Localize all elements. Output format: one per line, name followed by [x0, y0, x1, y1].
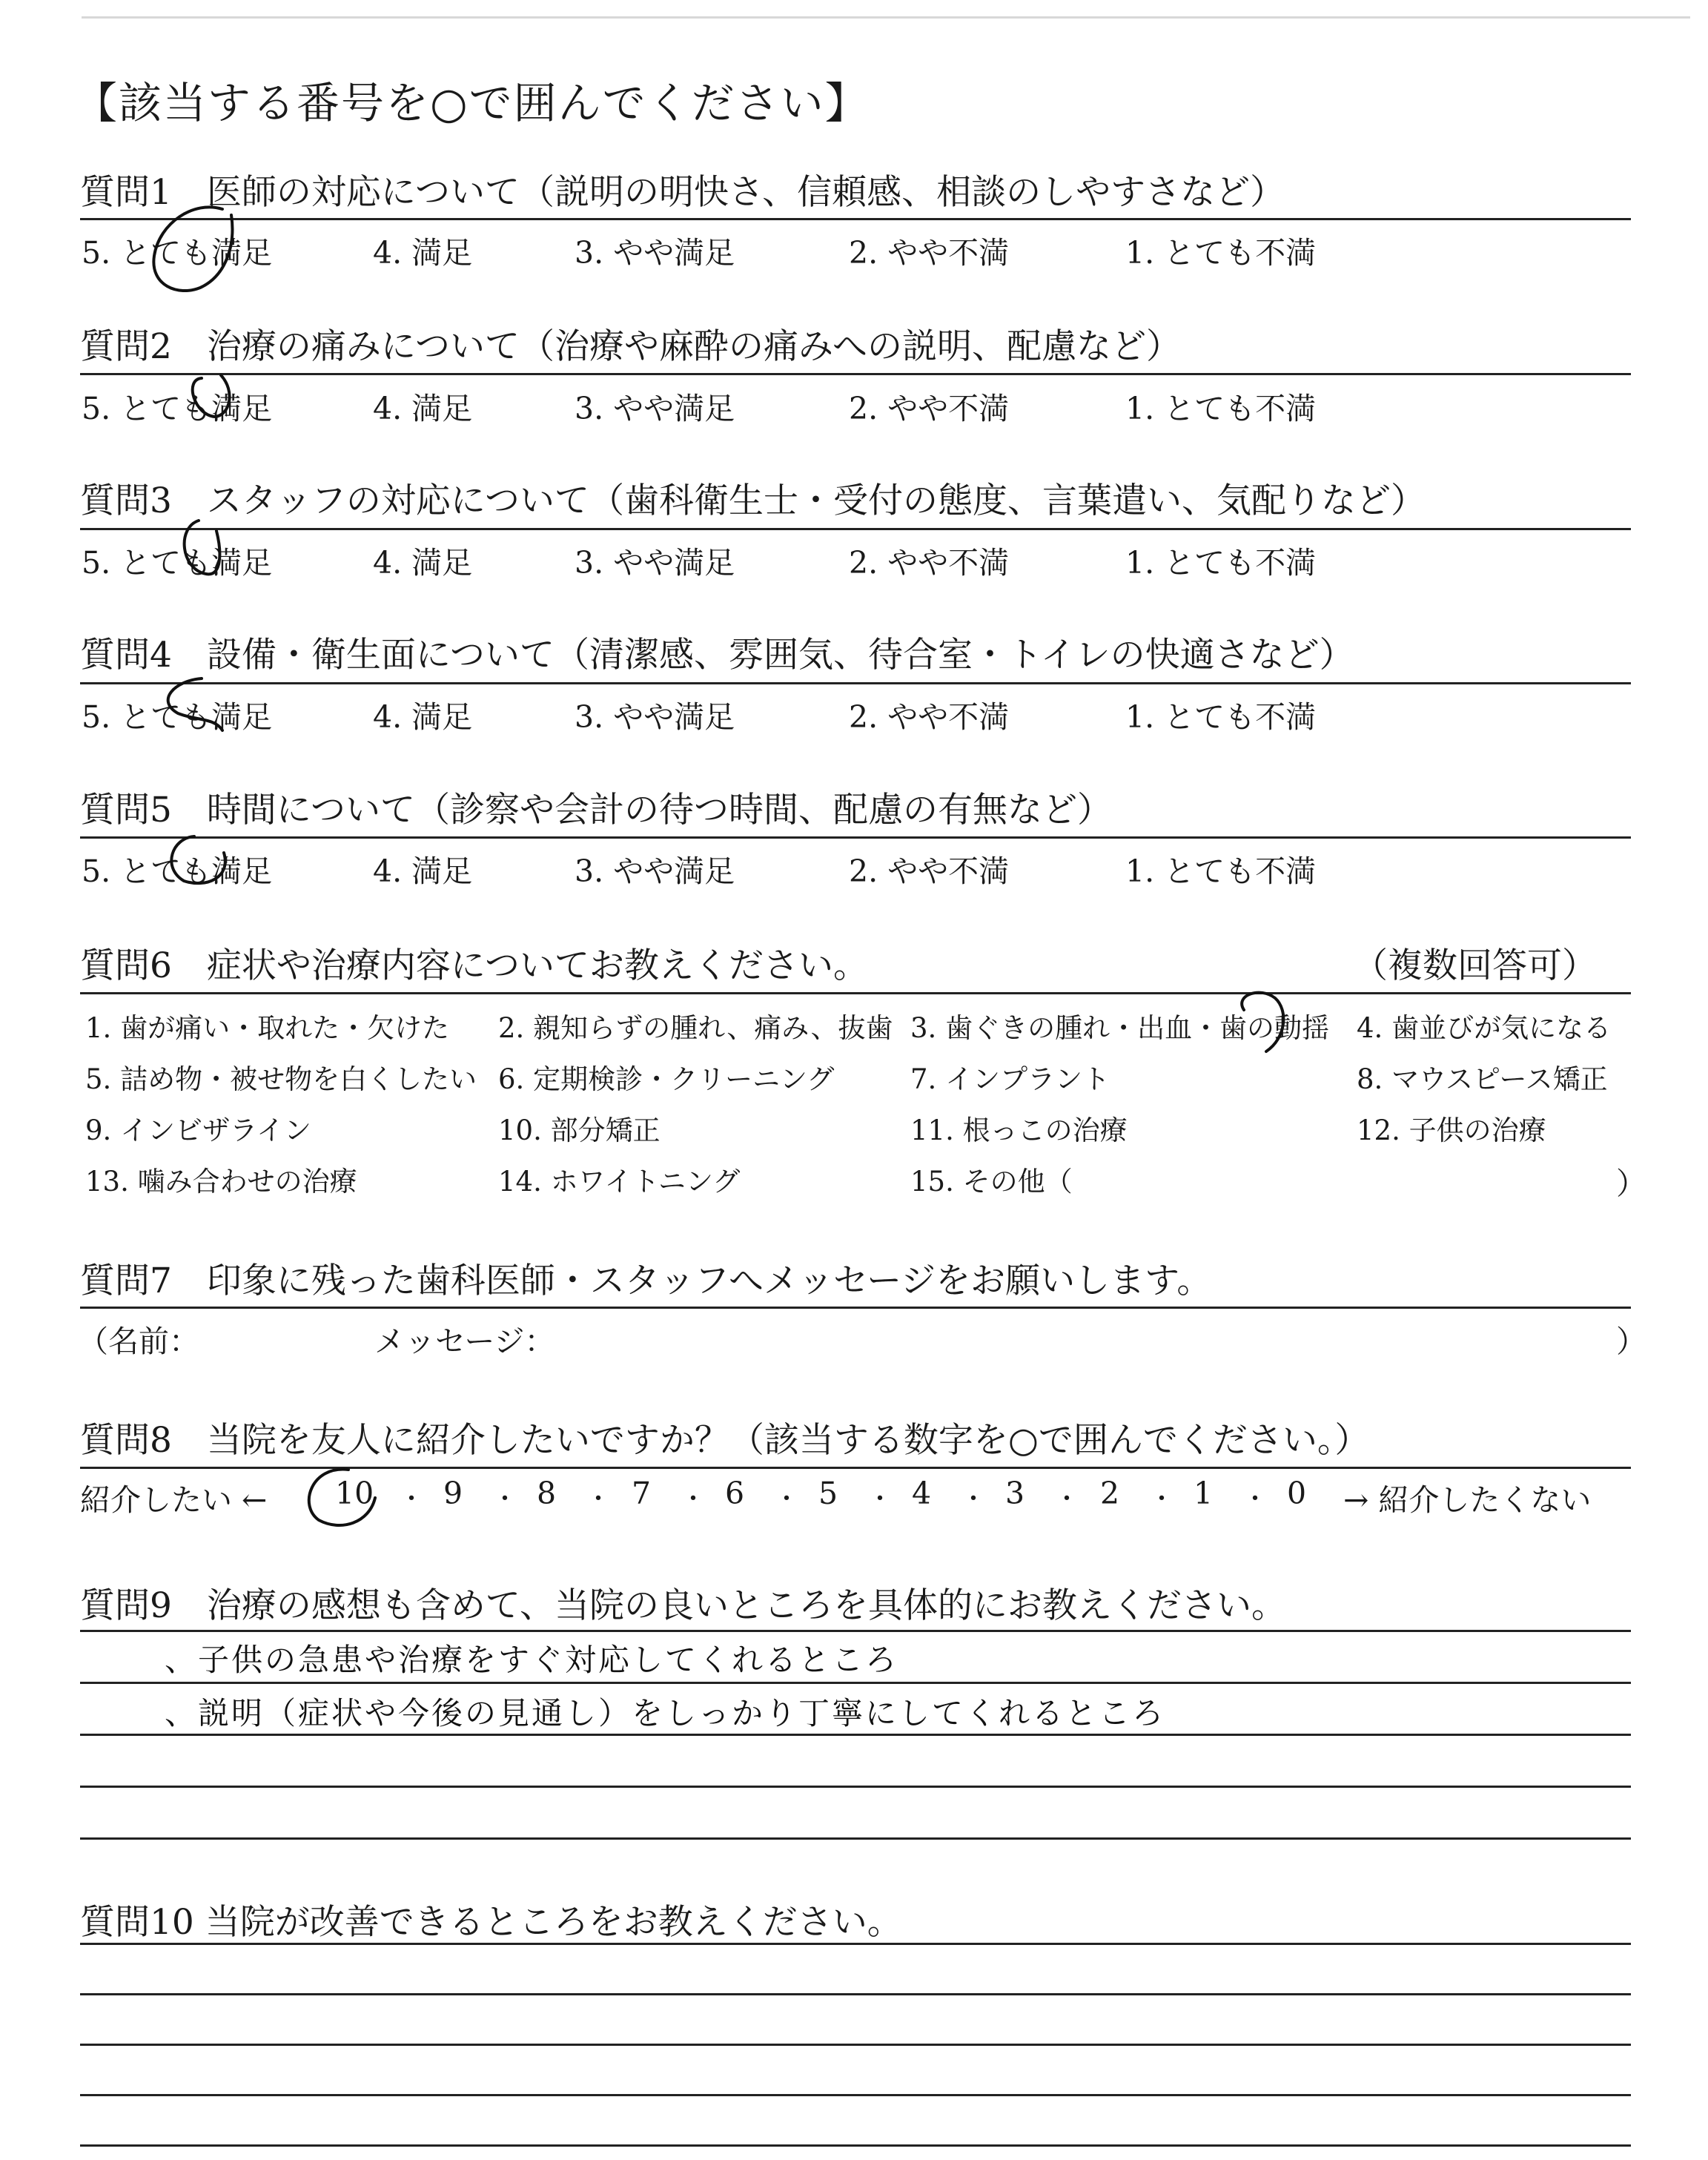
q6-item-8[interactable]: 8. マウスピース矯正	[1357, 1063, 1608, 1095]
q8-dot: ・	[961, 1484, 986, 1514]
q8-dot: ・	[1242, 1484, 1268, 1514]
q8-dot: ・	[774, 1484, 799, 1514]
q1-option-2[interactable]: 2. やや不満	[849, 235, 1010, 271]
q3-option-4[interactable]: 4. 満足	[373, 545, 473, 581]
question-7-title: 質問7 印象に残った歯科医師・スタッフへメッセージをお願いします。	[80, 1261, 1212, 1301]
q8-right-label: → 紹介したくない	[1343, 1482, 1592, 1518]
q1-option-5[interactable]: 5. とても満足	[82, 235, 273, 271]
q6-item-12[interactable]: 12. 子供の治療	[1357, 1114, 1546, 1146]
q6-item-13[interactable]: 13. 噛み合わせの治療	[85, 1166, 357, 1198]
q2-option-1[interactable]: 1. とても不満	[1125, 391, 1317, 426]
question-5-title: 質問5 時間について（診察や会計の待つ時間、配慮の有無など）	[80, 790, 1112, 830]
question-6-multiple-note: （複数回答可）	[1353, 945, 1597, 986]
question-1-title: 質問1 医師の対応について（説明の明快さ、信頼感、相談のしやすさなど）	[80, 172, 1285, 213]
q10-line-2	[80, 1993, 1631, 1995]
q8-scale-7[interactable]: 7	[632, 1476, 652, 1511]
q8-dot: ・	[492, 1484, 517, 1514]
question-7-rule	[80, 1307, 1631, 1309]
q8-scale-2[interactable]: 2	[1100, 1476, 1120, 1511]
q3-option-3[interactable]: 3. やや満足	[575, 545, 735, 581]
question-6-title: 質問6 症状や治療内容についてお教えください。	[80, 945, 868, 986]
q3-option-1[interactable]: 1. とても不満	[1125, 545, 1317, 581]
q5-option-2[interactable]: 2. やや不満	[849, 853, 1010, 889]
q7-message-label: メッセージ：	[374, 1324, 555, 1359]
q6-item-6[interactable]: 6. 定期検診・クリーニング	[498, 1063, 835, 1095]
q10-line-3	[80, 2044, 1631, 2046]
q8-dot: ・	[1149, 1484, 1174, 1514]
q2-option-5[interactable]: 5. とても満足	[82, 391, 273, 426]
q8-dot: ・	[681, 1484, 706, 1514]
question-8-title: 質問8 当院を友人に紹介したいですか？（該当する数字を○で囲んでください。）	[80, 1420, 1370, 1461]
q8-dot: ・	[1054, 1484, 1079, 1514]
q8-scale-3[interactable]: 3	[1005, 1476, 1025, 1511]
q6-item-5[interactable]: 5. 詰め物・被せ物を白くしたい	[85, 1063, 477, 1095]
q6-item-11[interactable]: 11. 根っこの治療	[910, 1114, 1128, 1146]
q8-dot: ・	[586, 1484, 611, 1514]
question-8-rule	[80, 1467, 1631, 1469]
q6-item-15[interactable]: 15. その他（	[910, 1166, 1073, 1198]
q8-scale-0[interactable]: 0	[1287, 1476, 1307, 1511]
q4-option-5[interactable]: 5. とても満足	[82, 699, 273, 735]
form-instruction-header: 【該当する番号を○で囲んでください】	[74, 78, 870, 128]
q4-option-3[interactable]: 3. やや満足	[575, 699, 735, 735]
question-5-rule	[80, 836, 1631, 839]
q9-line-5	[80, 1837, 1631, 1840]
q8-scale-9[interactable]: 9	[443, 1476, 463, 1511]
q5-option-3[interactable]: 3. やや満足	[575, 853, 735, 889]
q4-option-1[interactable]: 1. とても不満	[1125, 699, 1317, 735]
q3-option-5[interactable]: 5. とても満足	[82, 545, 273, 581]
q4-option-4[interactable]: 4. 満足	[373, 699, 473, 735]
q10-line-4	[80, 2094, 1631, 2096]
q9-line-1	[80, 1630, 1631, 1632]
question-9-title: 質問9 治療の感想も含めて、当院の良いところを具体的にお教えください。	[80, 1585, 1286, 1626]
q8-scale-8[interactable]: 8	[537, 1476, 557, 1511]
q8-dot: ・	[399, 1484, 424, 1514]
top-edge-line	[82, 16, 1690, 19]
q8-scale-10[interactable]: 10	[335, 1476, 374, 1511]
q6-item-7[interactable]: 7. インプラント	[910, 1063, 1110, 1095]
q10-line-5	[80, 2144, 1631, 2147]
q5-option-4[interactable]: 4. 満足	[373, 853, 473, 889]
q6-item-9[interactable]: 9. インビザライン	[85, 1114, 311, 1146]
q9-handwritten-answer-2: 、説明（症状や今後の見通し）をしっかり丁寧にしてくれるところ	[165, 1695, 1166, 1731]
q6-item-3[interactable]: 3. 歯ぐきの腫れ・出血・歯の動揺	[910, 1012, 1330, 1044]
question-1-rule	[80, 218, 1631, 220]
q8-scale-4[interactable]: 4	[912, 1476, 932, 1511]
question-10-title: 質問10 当院が改善できるところをお教えください。	[80, 1902, 902, 1943]
q10-line-1	[80, 1943, 1631, 1945]
question-3-title: 質問3 スタッフの対応について（歯科衛生士・受付の態度、言葉遣い、気配りなど）	[80, 480, 1426, 521]
q4-option-2[interactable]: 2. やや不満	[849, 699, 1010, 735]
question-3-rule	[80, 528, 1631, 530]
q2-option-2[interactable]: 2. やや不満	[849, 391, 1010, 426]
q6-item-10[interactable]: 10. 部分矯正	[498, 1114, 661, 1146]
question-4-title: 質問4 設備・衛生面について（清潔感、雰囲気、待合室・トイレの快適さなど）	[80, 635, 1354, 676]
q1-option-4[interactable]: 4. 満足	[373, 235, 473, 271]
q5-option-5[interactable]: 5. とても満足	[82, 853, 273, 889]
q7-name-label: （名前：	[78, 1324, 199, 1359]
q2-option-3[interactable]: 3. やや満足	[575, 391, 735, 426]
q9-line-4	[80, 1786, 1631, 1788]
q8-scale-6[interactable]: 6	[725, 1476, 745, 1511]
q3-option-2[interactable]: 2. やや不満	[849, 545, 1010, 581]
q9-line-3	[80, 1734, 1631, 1736]
q6-item-4[interactable]: 4. 歯並びが気になる	[1357, 1012, 1612, 1044]
q6-item-14[interactable]: 14. ホワイトニング	[498, 1166, 741, 1198]
question-6-rule	[80, 992, 1631, 994]
q1-option-3[interactable]: 3. やや満足	[575, 235, 735, 271]
question-2-title: 質問2 治療の痛みについて（治療や麻酔の痛みへの説明、配慮など）	[80, 326, 1182, 367]
q6-item-2[interactable]: 2. 親知らずの腫れ、痛み、抜歯	[498, 1012, 893, 1044]
q8-left-label: 紹介したい ←	[80, 1482, 268, 1518]
q2-option-4[interactable]: 4. 満足	[373, 391, 473, 426]
q1-option-1[interactable]: 1. とても不満	[1125, 235, 1317, 271]
q8-scale-5[interactable]: 5	[818, 1476, 838, 1511]
q5-option-1[interactable]: 1. とても不満	[1125, 853, 1317, 889]
q8-dot: ・	[867, 1484, 893, 1514]
question-4-rule	[80, 682, 1631, 684]
q9-handwritten-answer-1: 、子供の急患や治療をすぐ対応してくれるところ	[165, 1642, 899, 1678]
q6-other-close-paren: ）	[1616, 1166, 1646, 1201]
q6-item-1[interactable]: 1. 歯が痛い・取れた・欠けた	[85, 1012, 450, 1044]
question-2-rule	[80, 373, 1631, 375]
q8-scale-1[interactable]: 1	[1194, 1476, 1214, 1511]
q7-close-paren: ）	[1616, 1324, 1646, 1359]
q9-line-2	[80, 1682, 1631, 1684]
